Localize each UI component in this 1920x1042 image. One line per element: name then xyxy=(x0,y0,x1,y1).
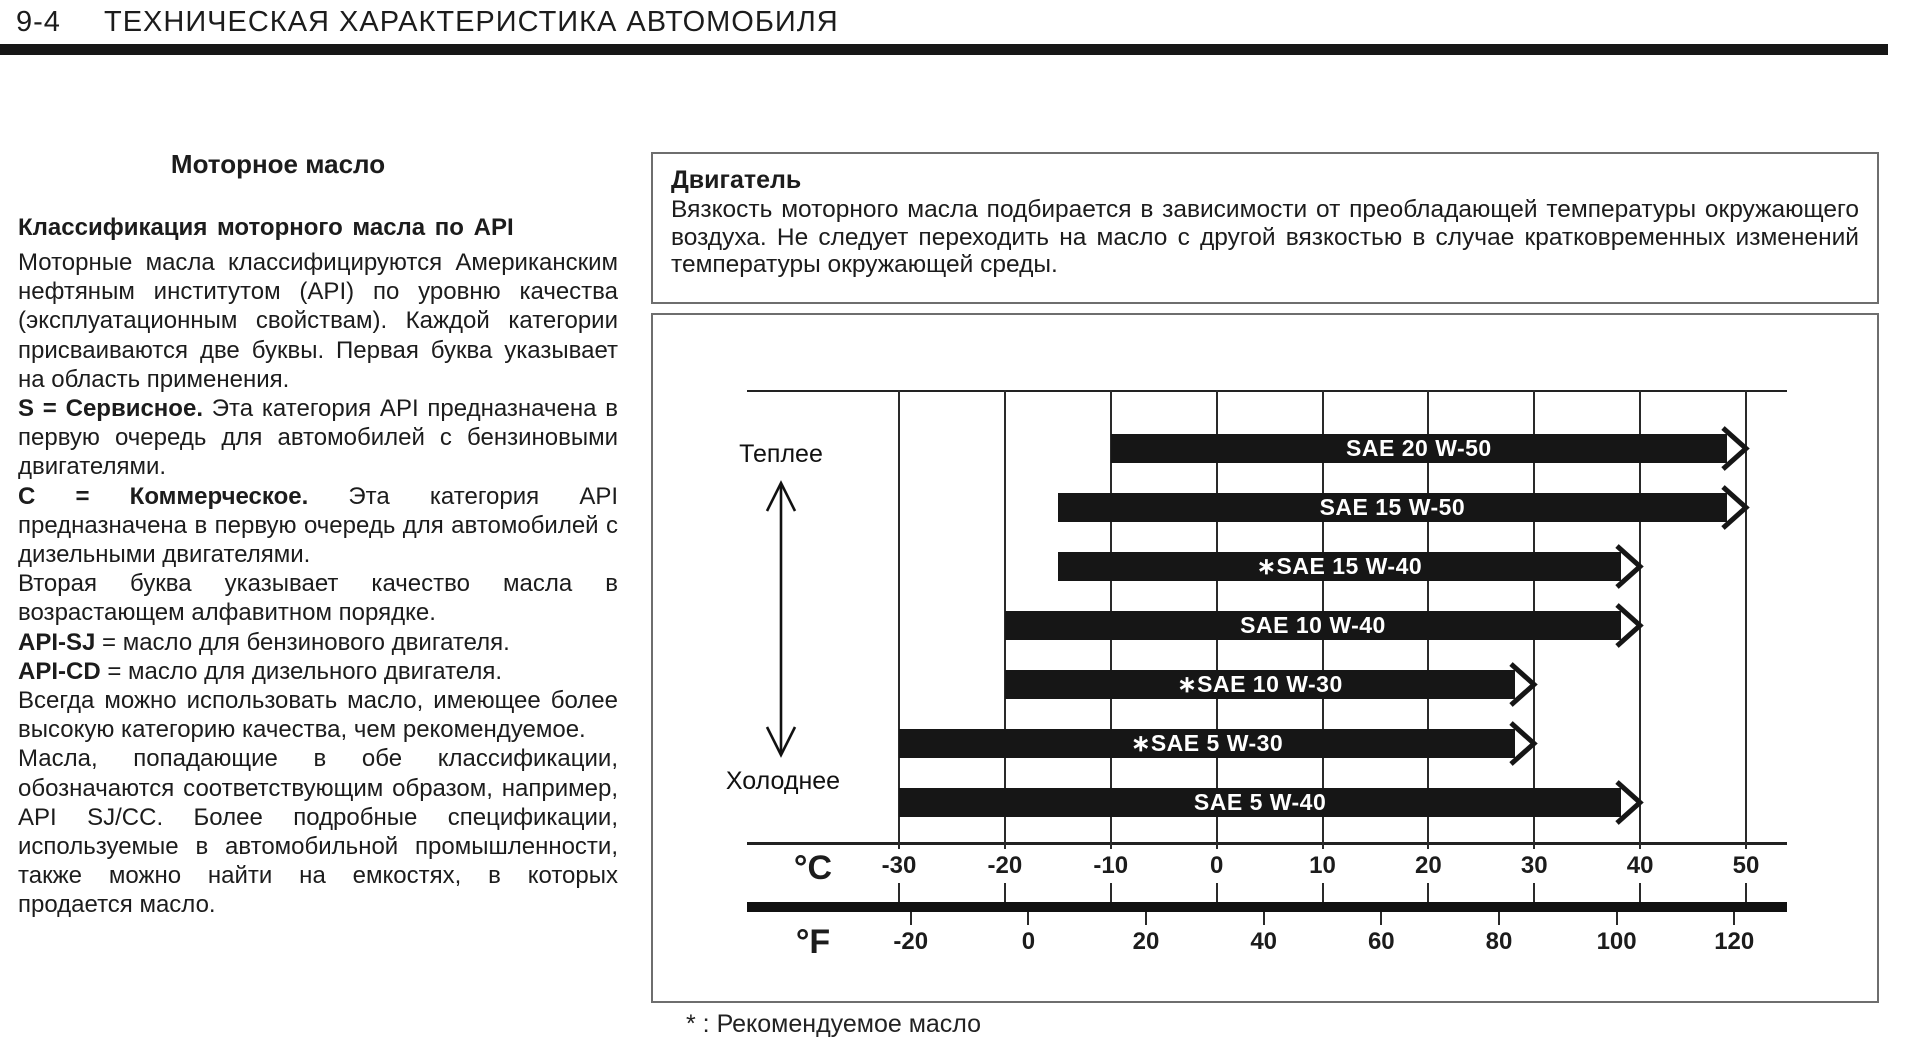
bar-arrow-icon xyxy=(1614,601,1644,650)
warmer-colder-arrow-icon xyxy=(759,473,803,765)
celsius-axis-line xyxy=(747,842,1787,845)
paragraph: API-SJ = масло для бензинового двигателя. xyxy=(18,628,510,656)
viscosity-bar-label: SAE 15 W-50 xyxy=(1319,494,1466,520)
left-column xyxy=(18,150,618,920)
bar-arrow-icon xyxy=(1720,424,1750,473)
fahrenheit-tick-label: 120 xyxy=(1709,925,1759,959)
bar-arrow-icon xyxy=(1508,719,1538,768)
bar-arrow-icon xyxy=(1614,778,1644,827)
colder-label: Холоднее xyxy=(725,767,841,795)
gridline xyxy=(898,390,900,844)
page-title: ТЕХНИЧЕСКАЯ ХАРАКТЕРИСТИКА АВТОМОБИЛЯ xyxy=(104,6,839,38)
subsection-heading: Классификация моторного масла по API xyxy=(18,214,514,241)
celsius-tick-label: 10 xyxy=(1304,849,1341,883)
page-number: 9-4 xyxy=(16,6,61,38)
viscosity-bar-label: ∗SAE 5 W-30 xyxy=(1131,730,1284,756)
celsius-tick-label: 40 xyxy=(1622,849,1659,883)
viscosity-bar-label: SAE 20 W-50 xyxy=(1346,435,1492,461)
paragraph: Моторные масла классифицируются Американским нефтяным институтом (API) по уровню качества (эксплуатационным свойствам). Каждой категории присваиваются две буквы. Первая буква указывает на область применения. xyxy=(18,249,618,393)
fahrenheit-tick-label: 0 xyxy=(1017,925,1040,959)
header-rule xyxy=(0,44,1888,55)
fahrenheit-unit-label: °F xyxy=(795,923,831,961)
paragraph: Вторая буква указывает качество масла в возрастающем алфавитном порядке. xyxy=(18,570,618,627)
viscosity-bar-label: ∗SAE 15 W-40 xyxy=(1256,553,1423,579)
fahrenheit-tick-label: 40 xyxy=(1245,925,1282,959)
engine-box-body: Вязкость моторного масла подбирается в зависимости от преобладающей температуры окружающего воздуха. Не следует переходить на масло с другой вязкостью в случае кратковременных изменений температуры окружающей среды. xyxy=(671,196,1859,278)
celsius-unit-label: °C xyxy=(793,849,833,887)
warmer-label: Теплее xyxy=(739,440,823,468)
bar-arrow-icon xyxy=(1720,483,1750,532)
viscosity-bar-label: SAE 10 W-40 xyxy=(1240,612,1386,638)
chart-top-line xyxy=(747,390,1787,392)
celsius-tick-label: 0 xyxy=(1205,849,1228,883)
fahrenheit-tick-label: 80 xyxy=(1481,925,1518,959)
bar-arrow-icon xyxy=(1614,542,1644,591)
celsius-tick-label: 50 xyxy=(1728,849,1765,883)
celsius-tick-label: -30 xyxy=(877,849,922,883)
fahrenheit-axis-bar xyxy=(747,902,1787,912)
engine-box-title: Двигатель xyxy=(671,166,802,194)
viscosity-bar-label: ∗SAE 10 W-30 xyxy=(1177,671,1343,697)
celsius-tick-label: -20 xyxy=(983,849,1028,883)
fahrenheit-tick-label: -20 xyxy=(888,925,933,959)
body-text xyxy=(18,248,618,920)
celsius-tick-label: -10 xyxy=(1088,849,1133,883)
celsius-tick-label: 20 xyxy=(1410,849,1447,883)
paragraph: С = Коммерческое. Эта категория API предназначена в первую очередь для автомобилей с дизельными двигателями. xyxy=(18,482,618,569)
fahrenheit-tick-label: 60 xyxy=(1363,925,1400,959)
paragraph: Масла, попадающие в обе классификации, обозначаются соответствующим образом, например, API SJ/CC. Более подробные спецификации, используемые в автомобильной промышленности, также можно найти на емкостях, в которых продается масло. xyxy=(18,745,618,919)
celsius-tick-label: 30 xyxy=(1516,849,1553,883)
paragraph: S = Сервисное. Эта категория API предназначена в первую очередь для автомобилей с бензиновыми двигателями. xyxy=(18,395,618,481)
chart-footnote: * : Рекомендуемое масло xyxy=(686,1010,982,1038)
fahrenheit-tick-label: 100 xyxy=(1592,925,1642,959)
fahrenheit-tick-label: 20 xyxy=(1128,925,1165,959)
viscosity-bar-label: SAE 5 W-40 xyxy=(1193,789,1327,815)
section-heading: Моторное масло xyxy=(170,149,386,179)
paragraph: Всегда можно использовать масло, имеющее более высокую категорию качества, чем рекомендуемое. xyxy=(18,687,618,744)
viscosity-chart-box xyxy=(651,313,1879,1003)
bar-arrow-icon xyxy=(1508,660,1538,709)
paragraph: API-CD = масло для дизельного двигателя. xyxy=(18,657,503,685)
engine-note-box xyxy=(651,152,1879,304)
